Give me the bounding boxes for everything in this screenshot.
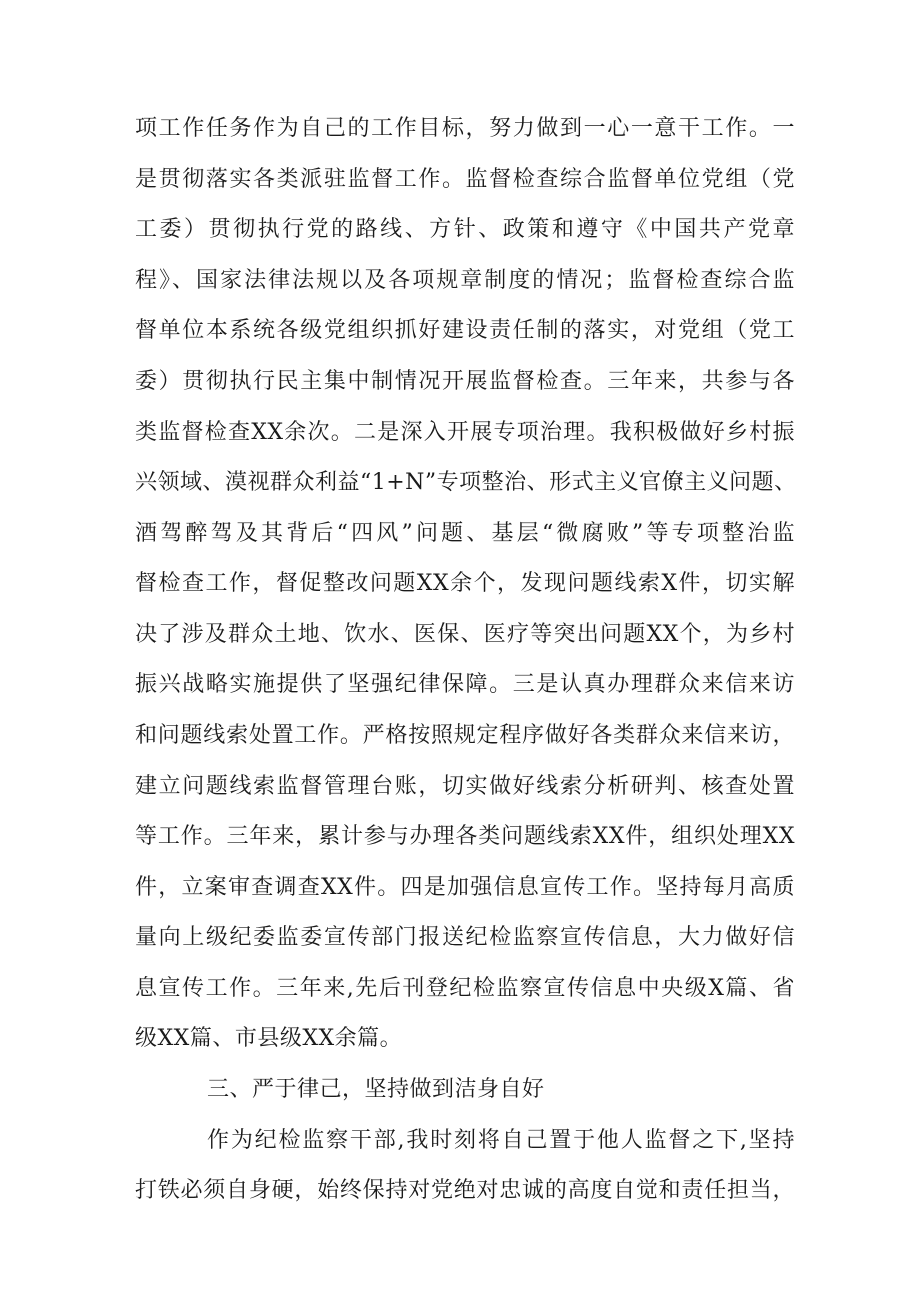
paragraph-line: 委）贯彻执行民主集中制情况开展监督检查。三年来，共参与各 [135,369,795,394]
paragraph-line: 振兴战略实施提供了坚强纪律保障。三是认真办理群众来信来访 [135,672,795,697]
paragraph-line: 决了涉及群众土地、饮水、医保、医疗等突出问题XX个，为乡村 [135,622,795,647]
paragraph-line: 和问题线索处置工作。严格按照规定程序做好各类群众来信来访， [135,723,795,748]
paragraph-line: 兴领域、漠视群众利益“1+N”专项整治、形式主义官僚主义问题、 [135,470,797,495]
paragraph-line: 等工作。三年来，累计参与办理各类问题线索XX件，组织处理XX [135,824,795,849]
paragraph-line: 是贯彻落实各类派驻监督工作。监督检查综合监督单位党组（党 [135,167,795,192]
paragraph-line: 督单位本系统各级党组织抓好建设责任制的落实，对党组（党工 [135,318,795,343]
paragraph-line: 打铁必须自身硬，始终保持对党绝对忠诚的高度自觉和责任担当， [135,1178,795,1203]
paragraph-line: 建立问题线索监督管理台账，切实做好线索分析研判、核查处置 [135,774,795,799]
section-heading: 三、严于律己，坚持做到洁身自好 [207,1077,545,1102]
paragraph-line: 级XX篇、市县级XX余篇。 [135,1026,403,1051]
paragraph-line: 作为纪检监察干部,我时刻将自己置于他人监督之下,坚持 [207,1128,795,1153]
paragraph-line: 工委）贯彻执行党的路线、方针、政策和遵守《中国共产党章 [135,217,795,242]
paragraph-line: 息宣传工作。三年来,先后刊登纪检监察宣传信息中央级X篇、省 [135,976,795,1001]
paragraph-line: 类监督检查XX余次。二是深入开展专项治理。我积极做好乡村振 [135,420,795,445]
paragraph-line: 程》、国家法律法规以及各项规章制度的情况；监督检查综合监 [135,268,795,293]
paragraph-line: 件，立案审查调查XX件。四是加强信息宣传工作。坚持每月高质 [135,875,795,900]
paragraph-line: 酒驾醉驾及其背后“四风”问题、基层“微腐败”等专项整治监 [135,521,795,546]
paragraph-line: 督检查工作，督促整改问题XX余个，发现问题线索X件，切实解 [135,571,795,596]
paragraph-line: 项工作任务作为自己的工作目标，努力做到一心一意干工作。一 [135,116,795,141]
paragraph-line: 量向上级纪委监委宣传部门报送纪检监察宣传信息，大力做好信 [135,925,795,950]
